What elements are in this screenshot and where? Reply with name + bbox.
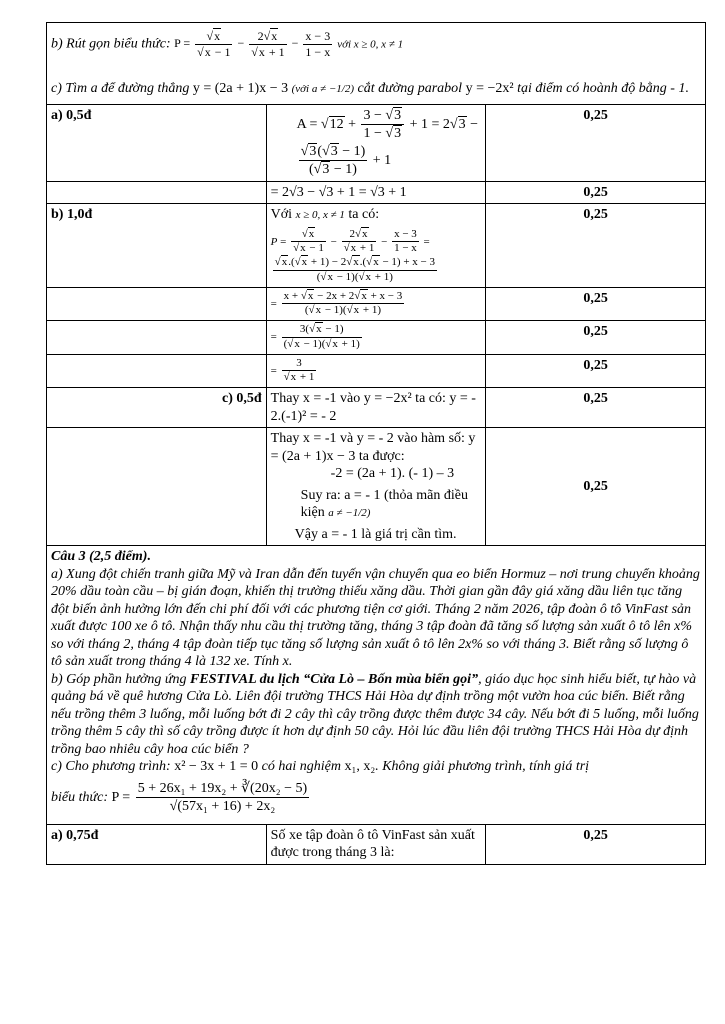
cau3-block [47, 546, 706, 825]
row-c2-line1: Thay x = -1 và y = - 2 vào hàm số: y = (2a + 1)x − 3 ta được: [270, 431, 476, 464]
last-row-content: Số xe tập đoàn ô tô VinFast sản xuất được trong tháng 3 là: [266, 824, 486, 864]
b-formula: P = $\frac{√x}{√x - 1}$ − $\frac{2√x}{√x + 1}$ − $\frac{x - 3}{1 - x}$ [174, 29, 331, 59]
row-b-with: Với [270, 207, 293, 222]
cau3-c-1: c) Cho phương trình: [51, 759, 171, 774]
row-b-text: ta có: [348, 207, 380, 222]
row-b-content [266, 204, 486, 288]
c-text-2: cắt đường parabol [357, 81, 463, 96]
row-c2-score: 0,25 [486, 428, 706, 546]
row-b2-score: 0,25 [486, 287, 706, 321]
row-c2-line3 [271, 487, 482, 522]
answer-table [46, 22, 706, 865]
row-c-score: 0,25 [486, 388, 706, 428]
c-text-3: tại điểm có hoành độ bằng - 1. [517, 81, 689, 96]
cau3-c-4: biểu thức: [51, 789, 109, 805]
c-condition: (với a ≠ −1/2) [291, 83, 355, 95]
part-b-prompt [47, 23, 706, 105]
row-b2-label [47, 287, 267, 321]
cau3-b-rest: , giáo dục học sinh hiểu biết, tự hào và quảng bá về quê hương Cửa Lò. Liên đội trường THCS Hải Hòa dự định trồng một vườn hoa cúc biển. Biết rằng nếu trồng thêm 3 luống, mỗi luống bớt đi 2 cây thì cây trồng được thêm được 34 cây. Nếu bớt đi 5 luống, mỗi luống trồng thêm 5 cây thì số cây trồng được ít hơn dự định 50 cây. Hỏi lúc đầu liên đội trường THCS Hải Hòa dự định trồng bao nhiêu cây hoa cúc biển ? [51, 671, 699, 757]
row-b3-content: = $\frac{3(√x - 1)}{(√x - 1)(√x + 1)}$ [266, 321, 486, 355]
row-b4-content: = $\frac{3}{√x + 1}$ [266, 354, 486, 388]
b-label: b) Rút gọn biểu thức: [51, 36, 171, 52]
cau3-part-b [51, 671, 701, 759]
row-a2-label [47, 181, 267, 204]
cau3-P-num: 5 + 26x₁ + 19x₂ + ∛(20x₂ − 5) [136, 780, 309, 799]
row-a-label: a) 0,5đ [47, 104, 267, 181]
cau3-c-roots: x₁, x₂ [344, 759, 376, 774]
row-b3-score: 0,25 [486, 321, 706, 355]
row-b-label: b) 1,0đ [47, 204, 267, 288]
cau3-c-3: . Không giải phương trình, tính giá trị [375, 759, 590, 774]
last-row-label: a) 0,75đ [47, 824, 267, 864]
row-c-label: c) 0,5đ [47, 388, 267, 428]
row-b3-label [47, 321, 267, 355]
cau3-c-eq: x² − 3x + 1 = 0 [174, 759, 259, 774]
cau3-part-c [51, 758, 701, 776]
row-c2-line3-text: Suy ra: a = - 1 (thỏa mãn điều kiện [300, 487, 468, 520]
b-condition: với x ≥ 0, x ≠ 1 [337, 38, 404, 51]
row-a-content: A = √12 + $\frac{3 - √3}{1 - √3}$ + 1 = 2√3 − $\frac{√3(√3 - 1)}{(√3 - 1)}$ + 1 [266, 104, 486, 181]
row-c2-label [47, 428, 267, 546]
cau3-P-fraction [136, 780, 309, 816]
row-c2-content [266, 428, 486, 546]
c-line: y = (2a + 1)x − 3 [192, 81, 289, 96]
row-c2-line4: Vậy a = - 1 là giá trị cần tìm. [294, 526, 457, 542]
cau3-title: Câu 3 (2,5 điểm). [51, 549, 151, 564]
cau3-part-a: a) Xung đột chiến tranh giữa Mỹ và Iran dẫn đến tuyến vận chuyển qua eo biển Hormuz – nơi trung chuyển khoảng 20% dầu toàn cầu – bị gián đoạn, khiến thị trường thiếu xăng dầu. Thời gian gần đây giá xăng dầu liên tục tăng đột biến ảnh hưởng lớn đến chi phí đối với các phương tiện cơ giới. Tháng 2 năm 2026, tập đoàn ô tô VinFast sản xuất được 100 xe ô tô. Nhận thấy nhu cầu thị trường tăng, tháng 3 tập đoàn đã tăng số lượng sản xuất ô tô lên x% so với tháng 2, tháng 4 tập đoàn tiếp tục tăng số lượng sản xuất ô tô lên 2x% so với tháng 3. Biết rằng số lượng ô tô sản xuất trong tháng 4 là 132 xe. Tính x. [51, 566, 700, 669]
row-a2-score: 0,25 [486, 181, 706, 204]
cau3-b-bold: FESTIVAL du lịch “Cửa Lò – Bốn mùa biển gọi” [190, 671, 479, 687]
row-c-content: Thay x = -1 vào y = −2x² ta có: y = - 2.(-1)² = - 2 [266, 388, 486, 428]
row-b-score: 0,25 [486, 204, 706, 288]
c-parabola: y = −2x² [465, 81, 514, 96]
cau3-c-expression: biểu thức: P = $\frac{\text{5 + 26x₁ + 19x₂ + ∛(20x₂ − 5)}}{\text{√(57x₁ + 16) + 2x₂}}$ [51, 780, 308, 814]
row-c2-line2: -2 = (2a + 1). (- 1) – 3 [330, 466, 455, 481]
row-b4-label [47, 354, 267, 388]
row-b2-content: = $\frac{x + √x - 2x + 2√x + x - 3}{(√x - 1)(√x + 1)}$ [266, 287, 486, 321]
last-row-score: 0,25 [486, 824, 706, 864]
row-b4-score: 0,25 [486, 354, 706, 388]
row-b-formula: P = $\frac{√x}{√x - 1}$ − $\frac{2√x}{√x + 1}$ − $\frac{x - 3}{1 - x}$ = $\frac{√x.(√x + 1) - 2√x.(√x - 1) + x - 3}{(√x - 1)(√x + 1)}$ [270, 227, 435, 283]
row-c2-line3-cond: a ≠ −1/2) [328, 507, 371, 519]
row-a2-content: = 2√3 − √3 + 1 = √3 + 1 [266, 181, 486, 204]
cau3-b-prefix: b) Góp phần hưởng ứng [51, 671, 191, 687]
answer-sheet [46, 22, 706, 865]
cau3-P-den: √(57x₁ + 16) + 2x₂ [169, 799, 276, 814]
row-b-cond: x ≥ 0, x ≠ 1 [295, 209, 345, 221]
cau3-c-2: có hai nghiệm [261, 759, 341, 774]
row-a-score: 0,25 [486, 104, 706, 181]
c-text-1: c) Tìm a để đường thẳng [51, 81, 190, 96]
